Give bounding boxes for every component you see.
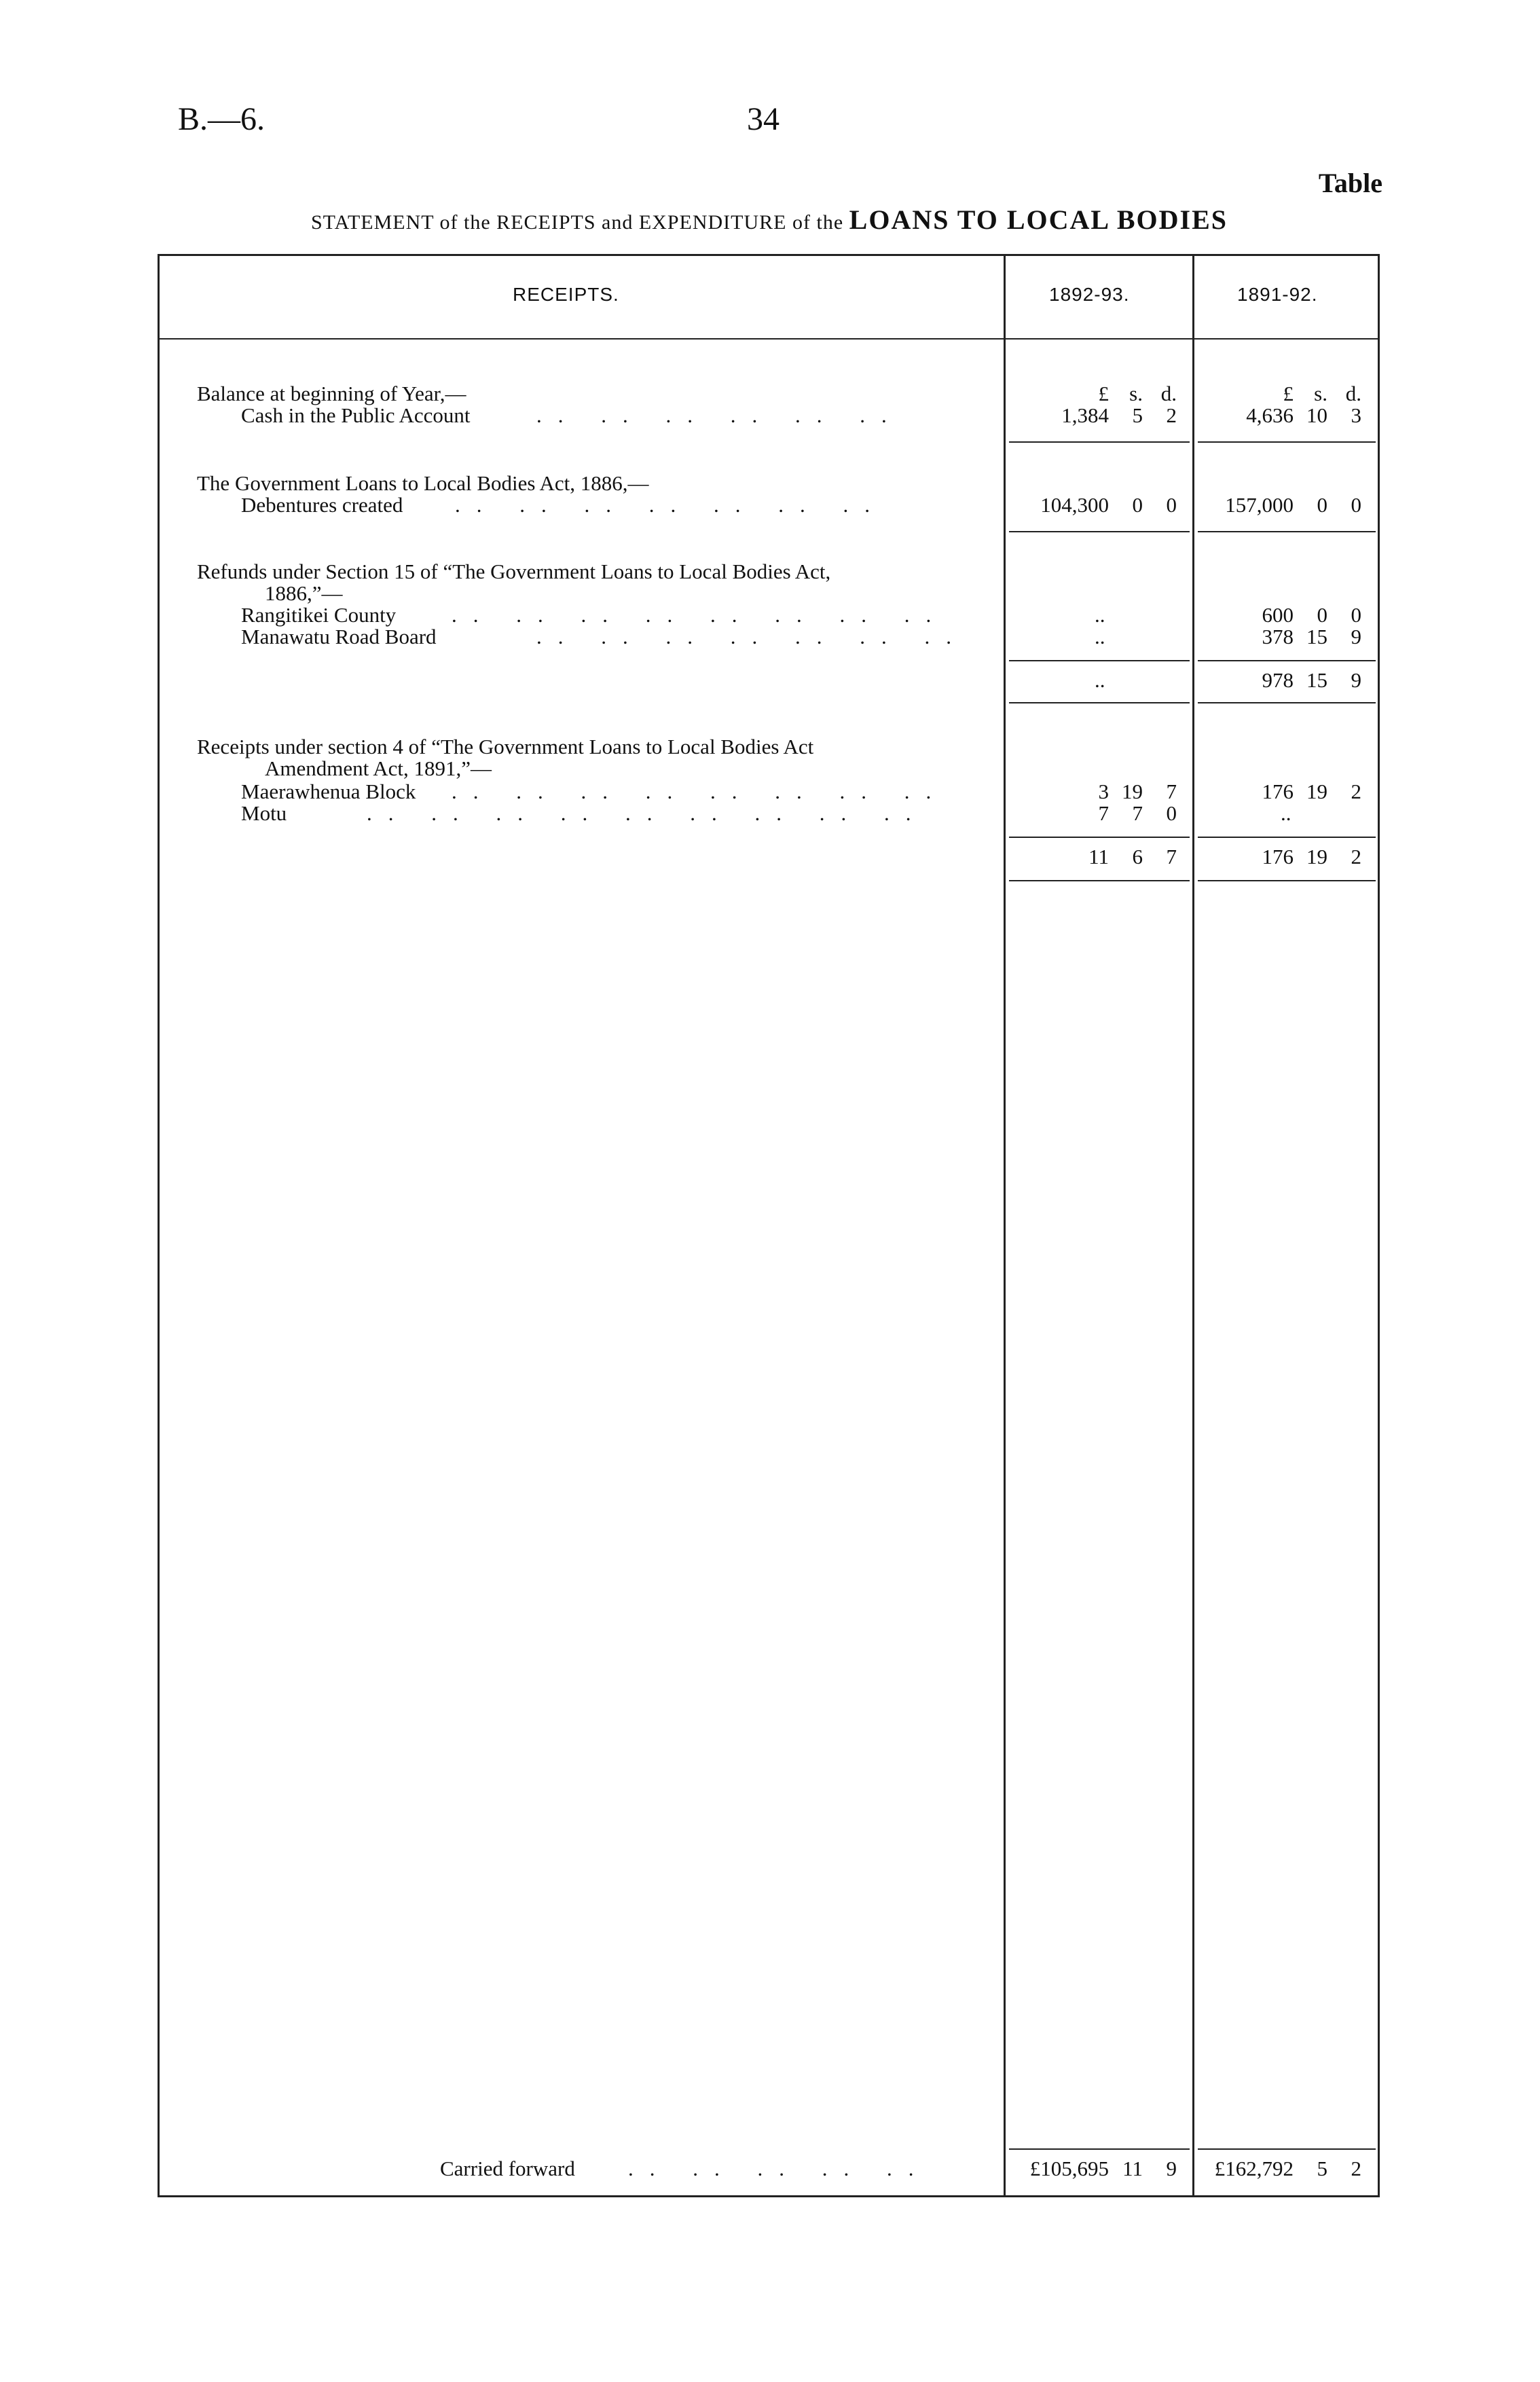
- statement-prefix: STATEMENT of the RECEIPTS and EXPENDITURE of the: [311, 211, 844, 234]
- refund-rangitikei-1892-93: ..: [1095, 603, 1105, 627]
- receipt-motu-1891-92: ..: [1281, 801, 1291, 825]
- table-frame: [158, 254, 1380, 2197]
- refunds-total-rule-2: [1198, 702, 1376, 703]
- balance-underline-1: [1009, 441, 1190, 443]
- unit-pound: £: [1283, 382, 1294, 405]
- document-reference: B.—6.: [178, 101, 265, 137]
- receipts-s4-total-1892-93: 11 6 7: [1088, 845, 1177, 868]
- refund-item-label: Manawatu Road Board: [241, 625, 437, 648]
- receipt-item-label: Motu: [241, 801, 287, 825]
- carried-forward-rule-2: [1198, 2148, 1376, 2150]
- units-1892-93: [1024, 382, 1177, 406]
- debentures-underline-1: [1009, 531, 1190, 532]
- table-label: Table: [1318, 168, 1382, 198]
- receipts-s4-rule-1: [1009, 837, 1190, 838]
- refunds-total-rule-1: [1009, 702, 1190, 703]
- debentures-1892-93: 104,300 0 0: [1040, 493, 1177, 517]
- refunds-heading-line1: Refunds under Section 15 of “The Government Loans to Local Bodies Act,: [197, 560, 831, 583]
- leader-dots: .. .. .. .. .. .. .. ..: [452, 603, 948, 627]
- receipt-maerawhenua-1892-93: 3 19 7: [1098, 780, 1177, 803]
- receipt-motu-1892-93: 7 7 0: [1098, 801, 1177, 825]
- leader-dots: .. .. .. .. .. .. .. ..: [452, 780, 948, 803]
- carried-forward-rule-1: [1009, 2148, 1190, 2150]
- receipts-s4-total-rule-1: [1009, 880, 1190, 881]
- statement-bold: LOANS TO LOCAL BODIES: [849, 204, 1228, 235]
- leader-dots: .. .. .. .. ..: [628, 2157, 930, 2180]
- refund-rangitikei-1891-92: 600 0 0: [1262, 603, 1361, 627]
- statement-title: [311, 204, 1228, 236]
- leader-dots: .. .. .. .. .. ..: [536, 403, 903, 427]
- refunds-heading-line2: 1886,”—: [265, 581, 343, 605]
- debentures-label: Debentures created: [241, 493, 403, 517]
- refunds-total-1892-93: ..: [1095, 668, 1105, 692]
- receipts-s4-rule-2: [1198, 837, 1376, 838]
- units-1891-92: [1209, 382, 1361, 406]
- refunds-rule-1: [1009, 660, 1190, 661]
- year-1892-93-header: 1892-93.: [1049, 284, 1130, 305]
- refunds-rule-2: [1198, 660, 1376, 661]
- unit-pence: d.: [1345, 382, 1361, 405]
- carried-forward-1892-93: £105,695 11 9: [1029, 2157, 1177, 2180]
- page-number: 34: [747, 101, 780, 137]
- debentures-underline-2: [1198, 531, 1376, 532]
- receipts-s4-total-rule-2: [1198, 880, 1376, 881]
- carried-forward-1891-92: £162,792 5 2: [1214, 2157, 1361, 2180]
- balance-1892-93: 1,384 5 2: [1061, 403, 1177, 427]
- receipts-s4-heading-line2: Amendment Act, 1891,”—: [265, 756, 492, 780]
- leader-dots: .. .. .. .. .. .. ..: [536, 625, 968, 648]
- refund-manawatu-1892-93: ..: [1095, 625, 1105, 648]
- unit-pound: £: [1098, 382, 1109, 405]
- refund-item-label: Rangitikei County: [241, 603, 397, 627]
- refund-manawatu-1891-92: 378 15 9: [1262, 625, 1361, 648]
- leader-dots: .. .. .. .. .. .. ..: [455, 493, 886, 517]
- unit-shilling: s.: [1314, 382, 1327, 405]
- year-1891-92-header: 1891-92.: [1237, 284, 1318, 305]
- receipts-column-header: RECEIPTS.: [513, 284, 619, 305]
- leader-dots: .. .. .. .. .. .. .. .. ..: [367, 801, 928, 825]
- balance-item-label: Cash in the Public Account: [241, 403, 471, 427]
- debentures-1891-92: 157,000 0 0: [1225, 493, 1361, 517]
- balance-1891-92: 4,636 10 3: [1246, 403, 1361, 427]
- receipt-item-label: Maerawhenua Block: [241, 780, 416, 803]
- loans-act-heading: The Government Loans to Local Bodies Act, 1886,—: [197, 471, 649, 495]
- balance-heading: Balance at beginning of Year,—: [197, 382, 466, 405]
- receipt-maerawhenua-1891-92: 176 19 2: [1262, 780, 1361, 803]
- carried-forward-label: Carried forward: [440, 2157, 575, 2180]
- column-divider-1: [1004, 254, 1006, 2197]
- refunds-total-1891-92: 978 15 9: [1262, 668, 1361, 692]
- unit-shilling: s.: [1129, 382, 1143, 405]
- receipts-s4-heading-line1: Receipts under section 4 of “The Government Loans to Local Bodies Act: [197, 735, 814, 758]
- unit-pence: d.: [1160, 382, 1177, 405]
- header-rule: [158, 338, 1380, 340]
- receipts-s4-total-1891-92: 176 19 2: [1262, 845, 1361, 868]
- column-divider-2: [1192, 254, 1194, 2197]
- balance-underline-2: [1198, 441, 1376, 443]
